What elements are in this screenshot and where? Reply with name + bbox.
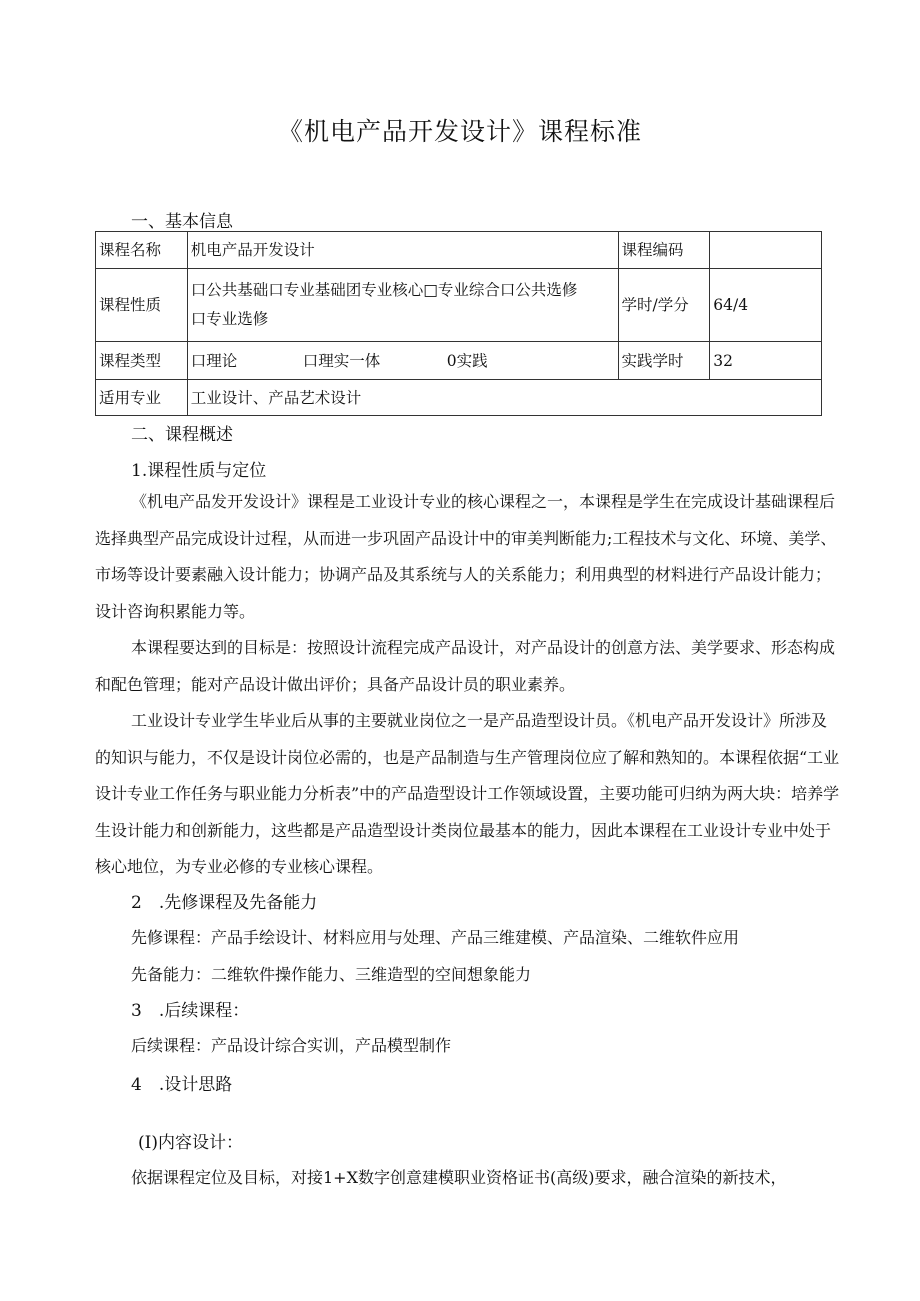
table-row	[96, 269, 822, 342]
practice-hours-label: 实践学时	[618, 342, 710, 380]
course-nature-label: 课程性质	[96, 269, 188, 342]
course-nature-options-line-2: 口专业选修	[190, 310, 269, 328]
course-name-label: 课程名称	[96, 232, 188, 269]
followup-courses: 后续课程：产品设计综合实训，产品模型制作	[131, 1036, 452, 1055]
page-title: 《机电产品开发设计》课程标准	[277, 117, 642, 146]
section-overview-heading: 二、课程概述	[131, 425, 233, 445]
hours-credits-label: 学时/学分	[618, 269, 710, 342]
subsection-followup-heading: 3 .后续课程：	[131, 1001, 250, 1021]
course-code-label: 课程编码	[618, 232, 710, 269]
course-type-option-integrated: 口理实一体	[302, 351, 381, 370]
table-row	[96, 342, 822, 380]
course-type-option-practice: 0实践	[446, 351, 488, 370]
table-row	[96, 232, 822, 269]
followup-body	[131, 1028, 851, 1065]
course-name-value: 机电产品开发设计	[187, 232, 618, 269]
basic-info-table	[95, 231, 822, 416]
hours-credits-value: 64/4	[710, 269, 822, 342]
prerequisite-courses: 先修课程：产品手绘设计、材料应用与处理、产品三维建模、产品渲染、二维软件应用	[131, 928, 740, 947]
prerequisites-body	[131, 920, 851, 993]
content-design-heading: (I)内容设计：	[138, 1133, 243, 1153]
course-code-value	[710, 232, 822, 269]
practice-hours-value: 32	[710, 342, 822, 380]
applicable-major-label: 适用专业	[96, 380, 188, 416]
section-basic-info-heading: 一、基本信息	[131, 212, 233, 232]
course-type-label: 课程类型	[96, 342, 188, 380]
prior-abilities: 先备能力：二维软件操作能力、三维造型的空间想象能力	[131, 964, 532, 984]
content-design-body	[131, 1160, 851, 1197]
subsection-nature-heading: 1.课程性质与定位	[131, 461, 267, 481]
paragraph-course-goals: 本课程要达到的目标是：按照设计流程完成产品设计，对产品设计的创意方法、美学要求、形态构成和配色管理；能对产品设计做出评价；具备产品设计员的职业素养。	[95, 638, 836, 694]
paragraph-course-nature: 《机电产品发开发设计》课程是工业设计专业的核心课程之一，本课程是学生在完成设计基础课程后选择典型产品完成设计过程，从而进一步巩固产品设计中的审美判断能力;工程技术与文化、环境、美学、市场等设计要素融入设计能力；协调产品及其系统与人的关系能力；利用典型的材料进行产品设计能力；设计咨询积累能力等。	[95, 492, 837, 621]
course-type-options	[187, 342, 618, 380]
subsection-design-approach-heading: 4 .设计思路	[131, 1075, 233, 1095]
applicable-major-value: 工业设计、产品艺术设计	[187, 380, 821, 416]
table-row	[96, 380, 822, 416]
course-nature-options-line-1: 口公共基础口专业基础团专业核心□专业综合口公共选修	[190, 281, 578, 299]
subsection-prerequisites-heading: 2 .先修课程及先备能力	[131, 893, 318, 913]
course-nature-options	[187, 269, 618, 342]
course-type-option-theory: 口理论	[190, 351, 238, 370]
overview-body	[95, 484, 840, 886]
paragraph-course-positioning: 工业设计专业学生毕业后从事的主要就业岗位之一是产品造型设计员。《机电产品开发设计》所涉及的知识与能力，不仅是设计岗位必需的，也是产品制造与生产管理岗位应了解和熟知的。本课程依据“工业设计专业工作任务与职业能力分析表”中的产品造型设计工作领域设置，主要功能可归纳为两大块：培养学生设计能力和创新能力，这些都是产品造型设计类岗位最基本的能力，因此本课程在工业设计专业中处于核心地位，为专业必修的专业核心课程。	[95, 711, 840, 876]
paragraph-content-design: 依据课程定位及目标，对接1+X数字创意建模职业资格证书(高级)要求，融合渲染的新技术，	[131, 1168, 787, 1187]
